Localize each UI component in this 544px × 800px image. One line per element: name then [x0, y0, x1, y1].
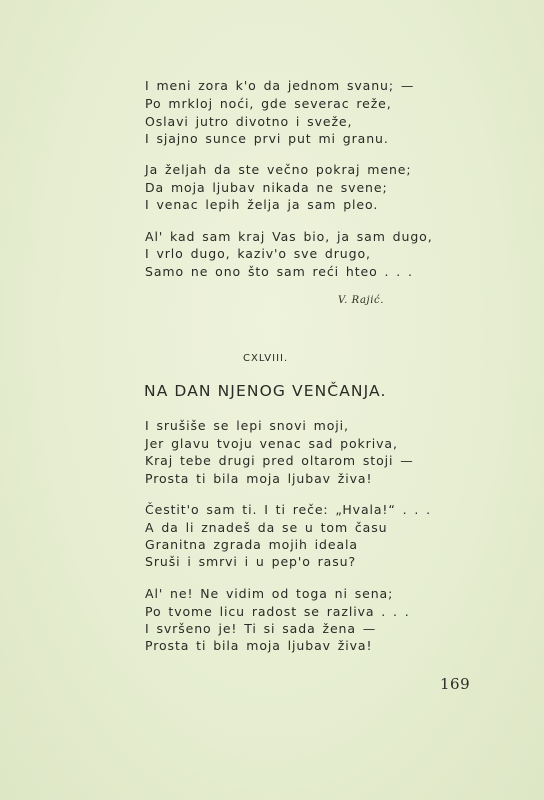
poem-line: Al' ne! Ne vidim od toga ni sena;: [145, 586, 394, 601]
poem-line: Samo ne ono što sam reći hteo . . .: [145, 264, 413, 279]
poem-line: Jer glavu tvoju venac sad pokriva,: [145, 436, 398, 451]
author-signature: V. Rajić.: [338, 295, 385, 306]
poem-line: Al' kad sam kraj Vas bio, ja sam dugo,: [145, 229, 433, 244]
poem-line: I svršeno je! Ti si sada žena —: [145, 621, 377, 636]
poem-line: Po mrkloj noći, gde severac reže,: [145, 96, 392, 111]
poem-line: Sruši i smrvi i u pep'o rasu?: [145, 554, 357, 569]
poem-line: Da moja ljubav nikada ne svene;: [145, 180, 388, 195]
poem-line: Oslavi jutro divotno i sveže,: [145, 114, 353, 129]
poem-line: A da li znadeš da se u tom času: [145, 520, 388, 535]
poem-number: CXLVIII.: [243, 353, 289, 364]
poem-line: Kraj tebe drugi pred oltarom stoji —: [145, 453, 414, 468]
poem-line: Čestit'o sam ti. I ti reče: „Hvala!“ . . .: [145, 502, 431, 517]
poem-line: I sjajno sunce prvi put mi granu.: [145, 131, 389, 146]
poem-line: Granitna zgrada mojih ideala: [145, 537, 358, 552]
poem-line: Prosta ti bila moja ljubav živa!: [145, 471, 373, 486]
poem-line: Ja željah da ste večno pokraj mene;: [145, 162, 412, 177]
page-number: 169: [440, 675, 471, 693]
poem-line: I venac lepih želja ja sam pleo.: [145, 197, 379, 212]
poem-title: NA DAN NJENOG VENČANJA.: [144, 382, 387, 400]
poem-line: Po tvome licu radost se razliva . . .: [145, 604, 410, 619]
poem-line: I srušiše se lepi snovi moji,: [145, 418, 349, 433]
poem-line: I vrlo dugo, kaziv'o sve drugo,: [145, 246, 371, 261]
poem-line: Prosta ti bila moja ljubav živa!: [145, 638, 373, 653]
poem-line: I meni zora k'o da jednom svanu; —: [145, 78, 415, 93]
